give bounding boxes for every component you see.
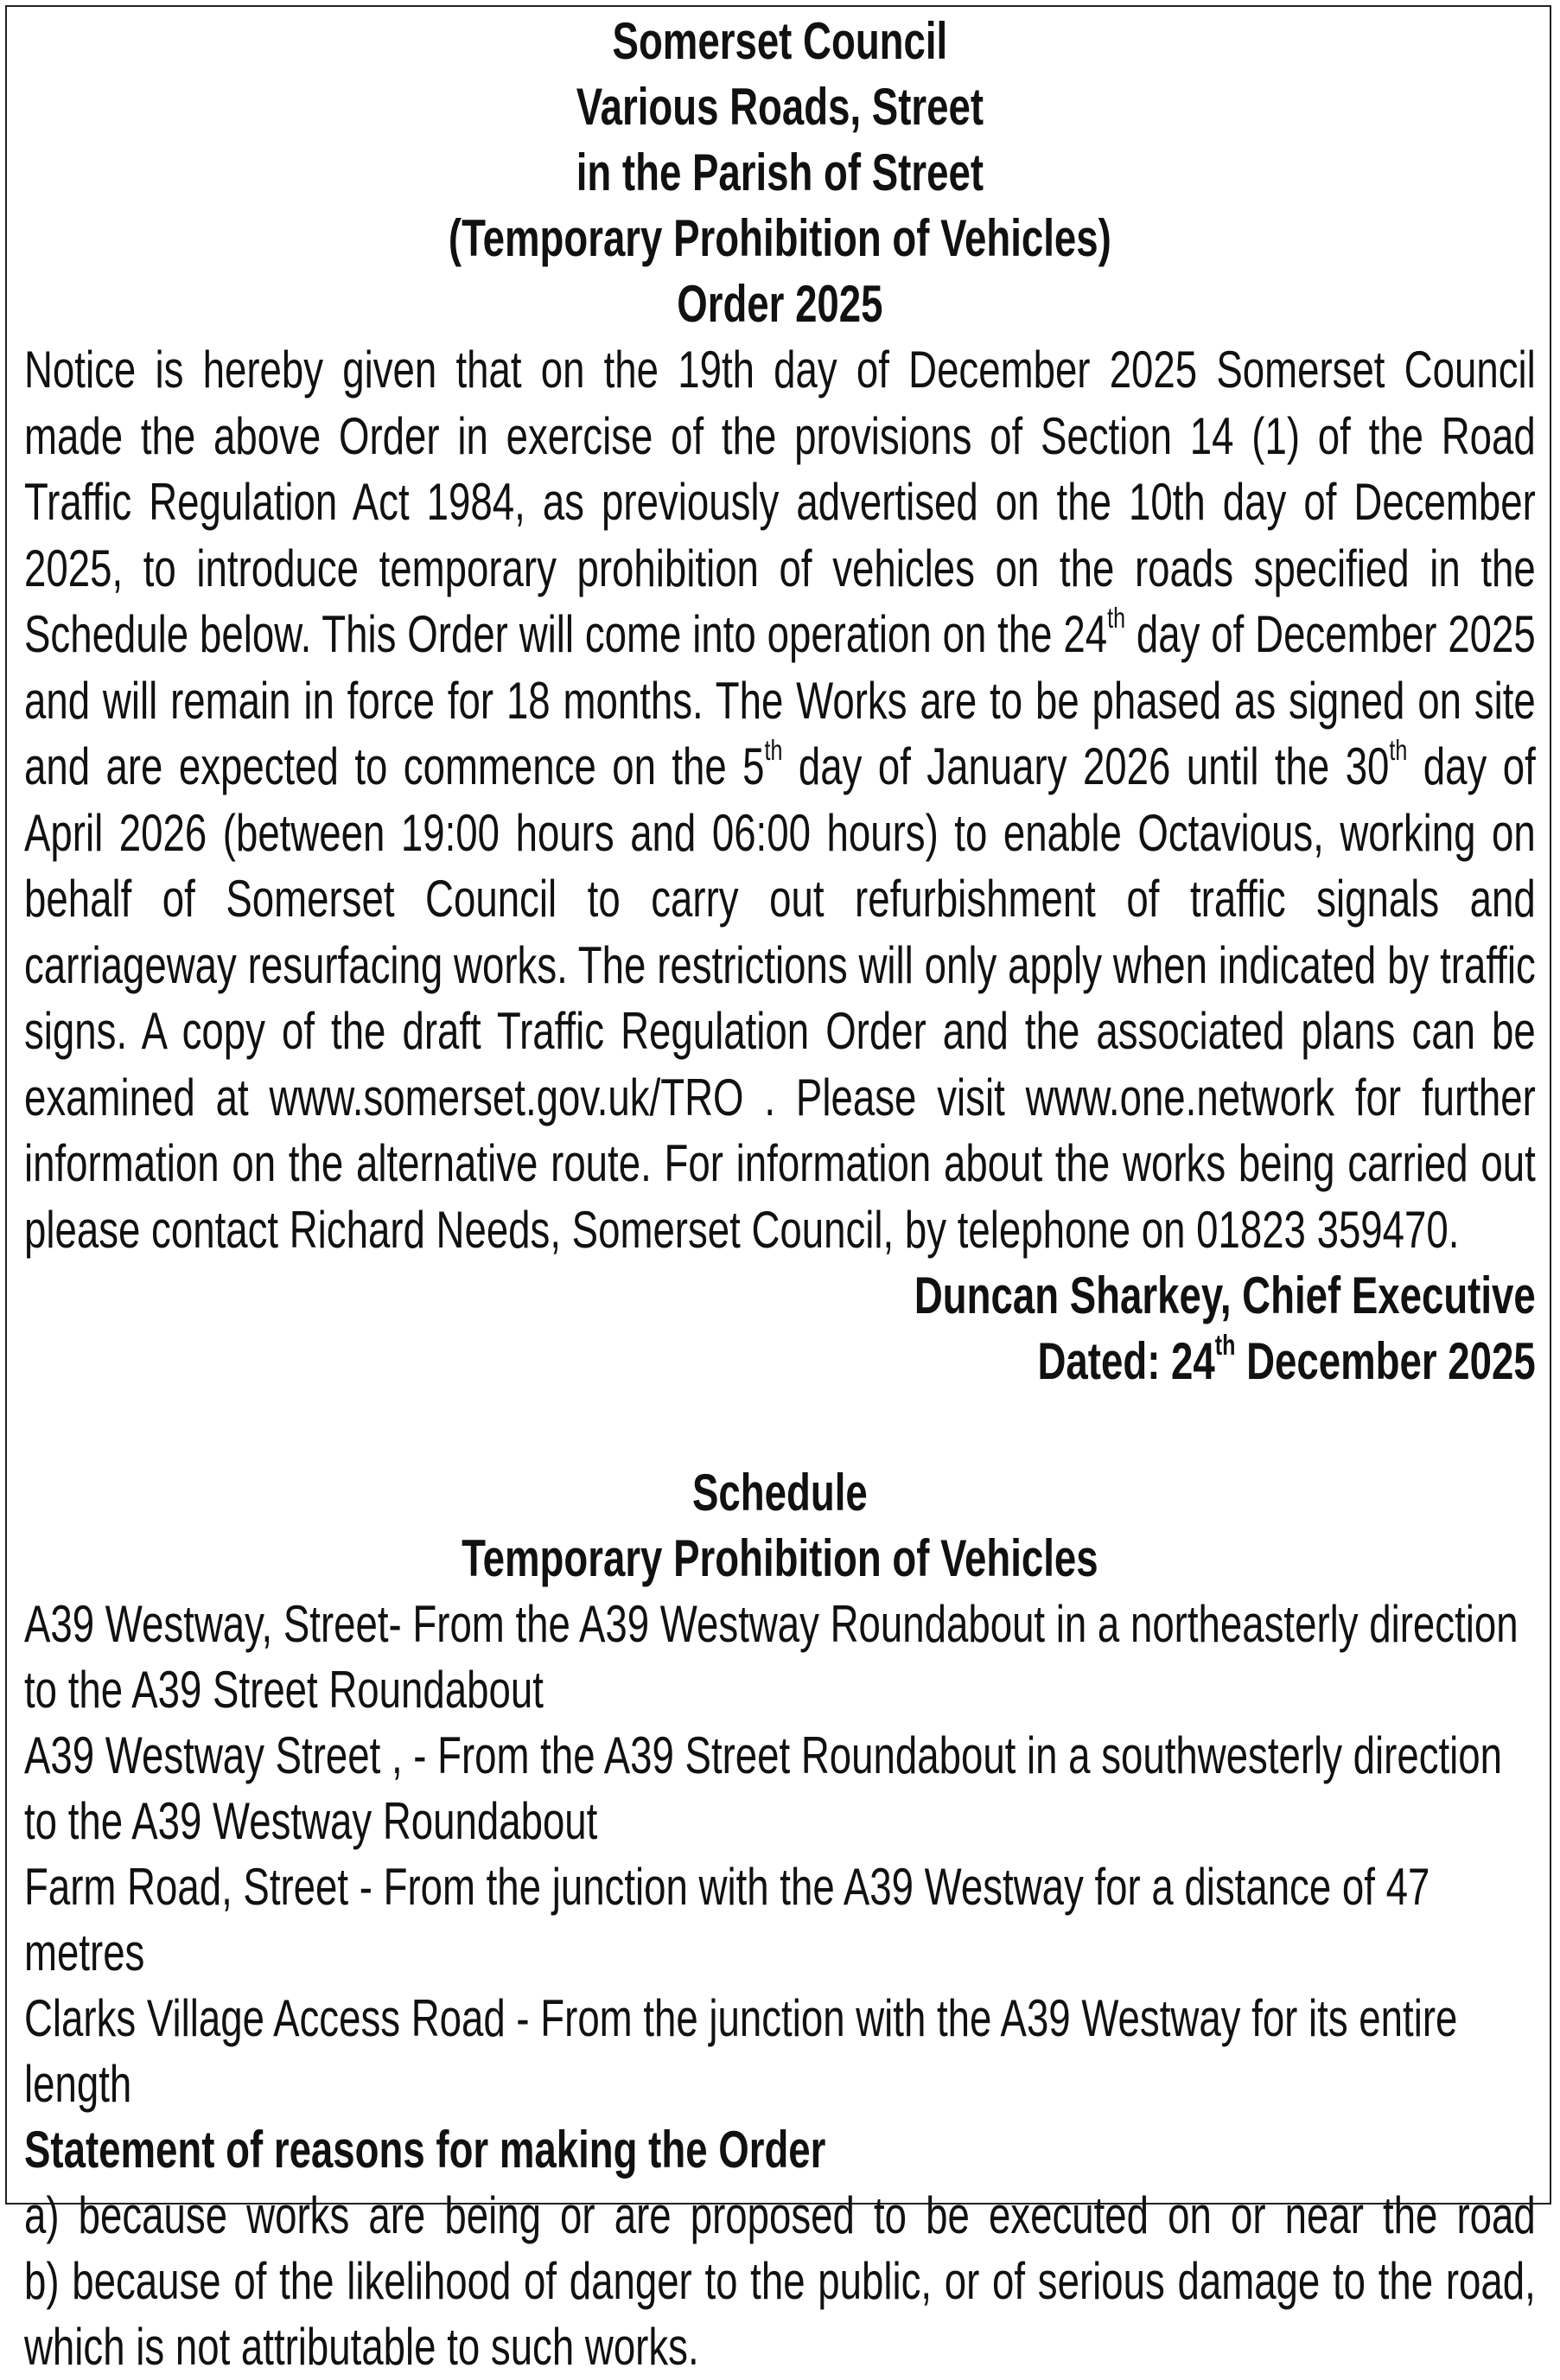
reason-a: a) because works are being or are proposed to be executed on or near the road (24, 2186, 1536, 2244)
schedule-title: Schedule (692, 1464, 868, 1522)
date-suffix: December 2025 (1235, 1332, 1536, 1390)
schedule-list (24, 1592, 1536, 2117)
ordinal-suffix: th (1107, 601, 1126, 634)
reasons-heading: Statement of reasons for making the Order (24, 2121, 826, 2179)
signature-block (24, 1263, 1536, 1394)
spacer (24, 1394, 1536, 1460)
ordinal-suffix: th (1389, 733, 1408, 766)
body-part-2: day of December 2025 and will remain in force for 18 months. The Works are to be phased as signed on site and are expected to commence on the 5 (24, 605, 1536, 795)
schedule-heading (24, 1460, 1536, 1592)
date-line (24, 1329, 1536, 1394)
order-type: (Temporary Prohibition of Vehicles) (448, 209, 1111, 267)
order-roads: Various Roads, Street (576, 78, 984, 136)
ordinal-suffix: th (764, 733, 783, 766)
public-notice (24, 9, 1536, 2380)
schedule-item: A39 Westway, Street- From the A39 Westway Roundabout in a northeasterly direction to the A39 Street Roundabout (24, 1595, 1519, 1719)
notice-body (24, 337, 1536, 1263)
order-parish: in the Parish of Street (576, 144, 984, 201)
council-name: Somerset Council (612, 12, 948, 70)
date-prefix: Dated: 24 (1037, 1332, 1215, 1390)
schedule-item: Farm Road, Street - From the junction with the A39 Westway for a distance of 47 metres (24, 1858, 1430, 1981)
schedule-item: Clarks Village Access Road - From the junction with the A39 Westway for its entire length (24, 1989, 1458, 2113)
schedule-subtitle: Temporary Prohibition of Vehicles (462, 1529, 1098, 1587)
order-year: Order 2025 (677, 275, 883, 333)
signatory: Duncan Sharkey, Chief Executive (914, 1267, 1536, 1324)
notice-header (24, 9, 1536, 337)
body-part-4: day of April 2026 (between 19:00 hours and 06:00 hours) to enable Octavious, working on behalf of Somerset Council to carry out refurbishment of traffic signals and carriageway resurfacing works. The restrictions will only apply when indicated by traffic signs. A copy of the draft Traffic Regulation Order and the associated plans can be examined at www.somerset.gov.uk/TRO . Please visit www.one.network for further information on the alternative route. For information about the works being carried out please contact Richard Needs, Somerset Council, by telephone on 01823 359470. (24, 737, 1536, 1259)
reason-b: b) because of the likelihood of danger to the public, or of serious damage to the road, which is not attributable to such works. (24, 2252, 1536, 2376)
ordinal-suffix: th (1214, 1328, 1236, 1361)
body-part-1: Notice is hereby given that on the 19th day of December 2025 Somerset Council made the above Order in exercise of the provisions of Section 14 (1) of the Road Traffic Regulation Act 1984, as previously advertised on the 10th day of December 2025, to introduce temporary prohibition of vehicles on the roads specified in the Schedule below. This Order will come into operation on the 24 (24, 341, 1536, 663)
schedule-item: A39 Westway Street , - From the A39 Street Roundabout in a southwesterly direction to the A39 Westway Roundabout (24, 1726, 1503, 1850)
body-part-3: day of January 2026 until the 30 (782, 737, 1390, 795)
